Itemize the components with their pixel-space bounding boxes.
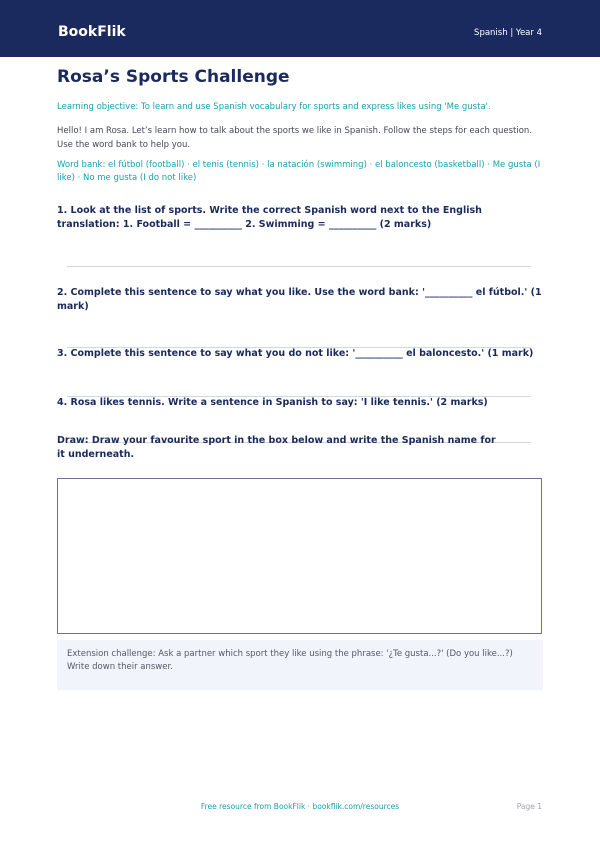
word-bank: Word bank: el fútbol (football) · el tenis (tennis) · la natación (swimming) · el baloncesto (basketball) · Me gusta (I like) · No me gusta (I do not like) (57, 160, 541, 183)
question-2: 2. Complete this sentence to say what you like. Use the word bank: '__________ el fútbol.' (1 mark) (57, 287, 542, 312)
subject-year-label: Spanish | Year 4 (474, 28, 542, 38)
answer-line-1 (67, 266, 531, 267)
learning-objective: Learning objective: To learn and use Spanish vocabulary for sports and express likes using 'Me gusta'. (57, 102, 491, 112)
footer-text: Free resource from BookFlik · bookflik.com/resources (200, 802, 400, 811)
question-3: 3. Complete this sentence to say what you do not like: '__________ el baloncesto.' (1 mark) (57, 348, 534, 359)
header-bar (0, 0, 600, 57)
brand-logo: BookFlik (58, 24, 126, 40)
page-number: Page 1 (516, 802, 542, 811)
extension-challenge: Extension challenge: Ask a partner which sport they like using the phrase: '¿Te gusta...?' (Do you like...?) Write down their answer. (57, 640, 543, 690)
question-4: 4. Rosa likes tennis. Write a sentence in Spanish to say: 'I like tennis.' (2 marks) (57, 397, 488, 408)
intro-text: Hello! I am Rosa. Let’s learn how to talk about the sports we like in Spanish. Follow the steps for each question. Use the word bank to help you. (57, 126, 533, 150)
worksheet-title: Rosa’s Sports Challenge (57, 67, 290, 87)
draw-prompt: Draw: Draw your favourite sport in the box below and write the Spanish name for it underneath. (57, 435, 496, 460)
drawing-box[interactable] (57, 478, 542, 634)
question-1: 1. Look at the list of sports. Write the correct Spanish word next to the English translation: 1. Football = __________ 2. Swimming = __________ (2 marks) (57, 205, 482, 230)
